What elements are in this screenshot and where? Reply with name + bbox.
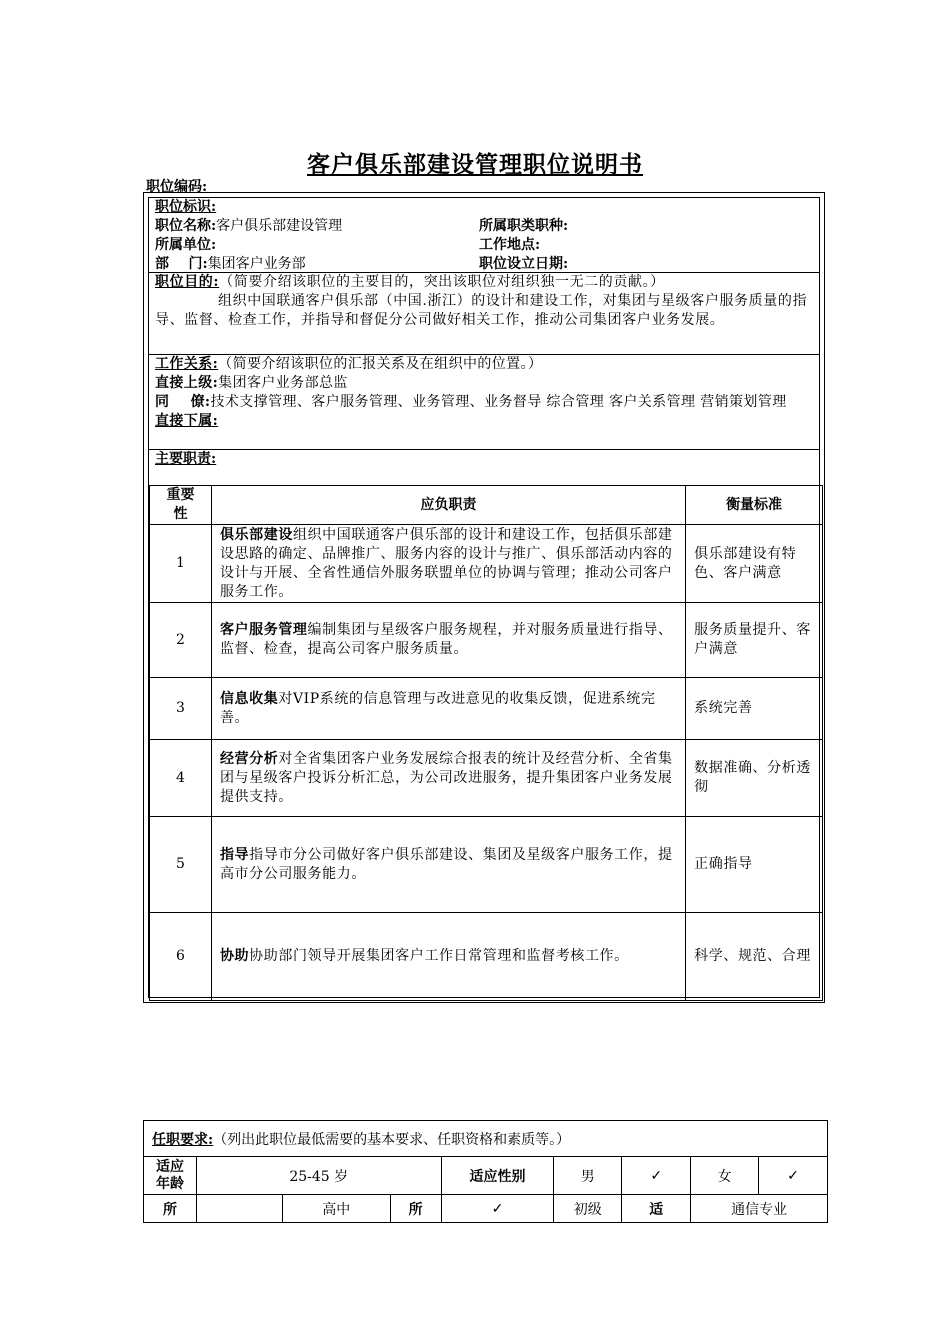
duty-title: 协助 xyxy=(219,948,250,964)
gender-label: 适应性别 xyxy=(441,1157,554,1195)
education-value: 高中 xyxy=(282,1195,390,1223)
work-location-label: 工作地点: xyxy=(479,237,541,253)
purpose-section xyxy=(149,273,819,355)
duty-text: 指导市分公司做好客户俱乐部建设、集团及星级客户服务工作，提高市分公司服务能力。 xyxy=(219,846,673,882)
duty-standard: 正确指导 xyxy=(686,817,823,913)
duty-text: 组织中国联通客户俱乐部的设计和建设工作，包括俱乐部建设思路的确定、品牌推广、服务内容的设计与推广、俱乐部活动内容的设计与开展、全省性通信外服务联盟单位的协调与管理；推动公司客户服务工作。 xyxy=(219,526,673,600)
position-name-value: 客户俱乐部建设管理 xyxy=(216,218,343,234)
col-standard: 衡量标准 xyxy=(686,486,823,525)
position-name-label: 职位名称: xyxy=(155,218,217,234)
duty-description xyxy=(211,678,685,740)
requirements-heading: 任职要求: xyxy=(152,1131,214,1148)
duty-standard: 俱乐部建设有特色、客户满意 xyxy=(686,525,823,603)
requirements-heading-cell xyxy=(144,1121,828,1157)
duty-title: 经营分析 xyxy=(219,750,279,767)
col-importance: 重要性 xyxy=(150,486,212,525)
requirements-hint: （列出此职位最低需要的基本要求、任职资格和素质等。） xyxy=(213,1131,571,1148)
department-label: 部 门: xyxy=(155,256,208,272)
education-row xyxy=(144,1195,828,1223)
duty-title: 客户服务管理 xyxy=(219,622,308,638)
job-description-frame xyxy=(143,192,825,1003)
duty-row xyxy=(150,817,823,913)
title-label: 所 xyxy=(390,1195,441,1223)
duty-text: 对全省集团客户业务发展综合报表的统计及经营分析、全省集团与星级客户投诉分析汇总，为公司改进服务，提升集团客户业务发展提供支持。 xyxy=(219,750,673,805)
female-check-icon: ✓ xyxy=(759,1157,828,1195)
duty-row xyxy=(150,740,823,817)
duty-row xyxy=(150,603,823,678)
education-label: 所 xyxy=(144,1195,197,1223)
gender-female: 女 xyxy=(691,1157,759,1195)
unit-label: 所属单位: xyxy=(155,237,217,253)
duty-description xyxy=(211,913,685,1001)
position-code-label: 职位编码: xyxy=(146,179,208,195)
established-date-label: 职位设立日期: xyxy=(479,256,569,272)
duty-number: 4 xyxy=(150,740,212,817)
peer-value: 技术支撑管理、客户服务管理、业务管理、业务督导 综合管理 客户关系管理 营销策划管理 xyxy=(210,394,787,410)
male-check-icon: ✓ xyxy=(622,1157,691,1195)
superior-label: 直接上级: xyxy=(155,375,219,391)
duty-number: 3 xyxy=(150,678,212,740)
duty-row xyxy=(150,678,823,740)
col-responsibility: 应负职责 xyxy=(211,486,685,525)
purpose-heading: 职位目的: xyxy=(155,274,220,290)
identification-section xyxy=(149,198,819,273)
purpose-text: 组织中国联通客户俱乐部（中国.浙江）的设计和建设工作，对集团与星级客户服务质量的指导、监督、检查工作，并指导和督促分公司做好相关工作，推动公司集团客户业务发展。 xyxy=(155,293,808,328)
age-label: 适应年龄 xyxy=(144,1157,197,1195)
identification-heading: 职位标识: xyxy=(155,199,217,215)
relations-section xyxy=(149,355,819,450)
duty-row xyxy=(150,913,823,1001)
requirements-heading-row xyxy=(144,1121,828,1157)
duties-table xyxy=(149,485,823,1001)
subordinate-label: 直接下属: xyxy=(155,413,219,429)
duty-number: 6 xyxy=(150,913,212,1001)
blank-cell xyxy=(196,1195,282,1223)
duty-description xyxy=(211,817,685,913)
duty-title: 指导 xyxy=(219,846,250,863)
duty-standard: 系统完善 xyxy=(686,678,823,740)
relations-hint: （简要介绍该职位的汇报关系及在组织中的位置。） xyxy=(218,356,543,372)
duty-title: 信息收集 xyxy=(219,690,279,707)
duty-description xyxy=(211,740,685,817)
duty-description xyxy=(211,603,685,678)
relations-heading: 工作关系: xyxy=(155,356,219,372)
title-value: 初级 xyxy=(554,1195,622,1223)
duties-header-row xyxy=(150,486,823,525)
duty-standard: 科学、规范、合理 xyxy=(686,913,823,1001)
gender-male: 男 xyxy=(554,1157,622,1195)
duty-text: 对VIP系统的信息管理与改进意见的收集反馈，促进系统完善。 xyxy=(219,690,656,726)
superior-value: 集团客户业务部总监 xyxy=(218,375,348,391)
duty-text: 协助部门领导开展集团客户工作日常管理和监督考核工作。 xyxy=(249,948,629,964)
duty-standard: 数据准确、分析透彻 xyxy=(686,740,823,817)
duty-title: 俱乐部建设 xyxy=(219,526,293,543)
major-label: 适 xyxy=(622,1195,691,1223)
duty-description xyxy=(211,525,685,603)
duty-text: 编制集团与星级客户服务规程，并对服务质量进行指导、监督、检查，提高公司客户服务质量。 xyxy=(219,622,673,657)
position-category-label: 所属职类职种: xyxy=(479,218,569,234)
document-title: 客户俱乐部建设管理职位说明书 xyxy=(307,151,643,178)
age-value: 25-45 岁 xyxy=(196,1157,441,1195)
peer-label: 同 僚: xyxy=(155,394,211,410)
duty-number: 1 xyxy=(150,525,212,603)
duty-number: 2 xyxy=(150,603,212,678)
department-value: 集团客户业务部 xyxy=(207,256,306,272)
duty-standard: 服务质量提升、客户满意 xyxy=(686,603,823,678)
requirements-table xyxy=(143,1120,828,1223)
duty-number: 5 xyxy=(150,817,212,913)
purpose-hint: （简要介绍该职位的主要目的，突出该职位对组织独一无二的贡献。） xyxy=(219,274,665,290)
job-description-inner xyxy=(148,197,820,998)
age-gender-row xyxy=(144,1157,828,1195)
major-value: 通信专业 xyxy=(691,1195,828,1223)
duty-row xyxy=(150,525,823,603)
duties-heading-section xyxy=(149,450,819,485)
title-check-icon: ✓ xyxy=(441,1195,554,1223)
duties-heading: 主要职责: xyxy=(155,451,217,467)
